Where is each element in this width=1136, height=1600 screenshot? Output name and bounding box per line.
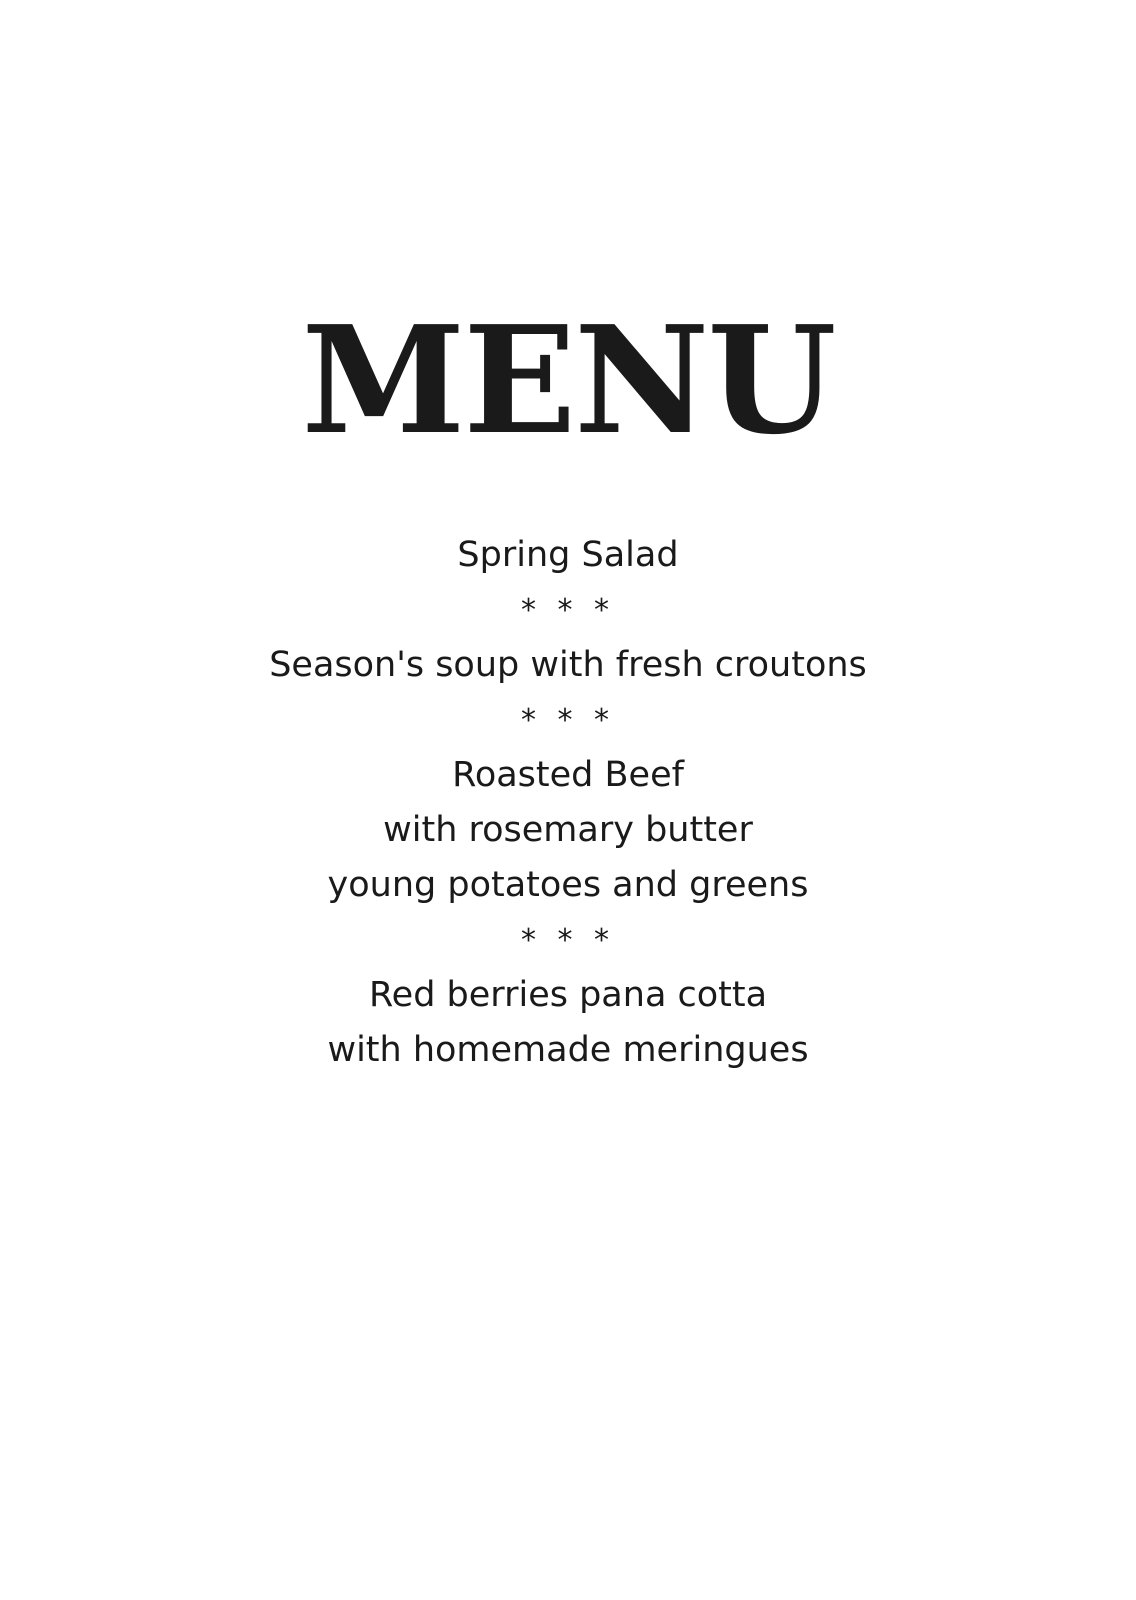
course-separator: * * * <box>520 703 616 738</box>
course-dessert-detail: with homemade meringues <box>327 1030 809 1070</box>
menu-title: MENU <box>301 293 835 467</box>
course-separator: * * * <box>520 593 616 628</box>
course-main-detail: with rosemary butter <box>383 810 753 850</box>
course-main-title: Roasted Beef <box>452 755 684 795</box>
course-starter: Spring Salad <box>457 535 679 575</box>
course-soup: Season's soup with fresh croutons <box>269 645 867 685</box>
course-main-side: young potatoes and greens <box>327 865 809 905</box>
menu-items <box>0 528 1136 1078</box>
course-separator: * * * <box>520 923 616 958</box>
course-dessert-title: Red berries pana cotta <box>368 975 768 1015</box>
